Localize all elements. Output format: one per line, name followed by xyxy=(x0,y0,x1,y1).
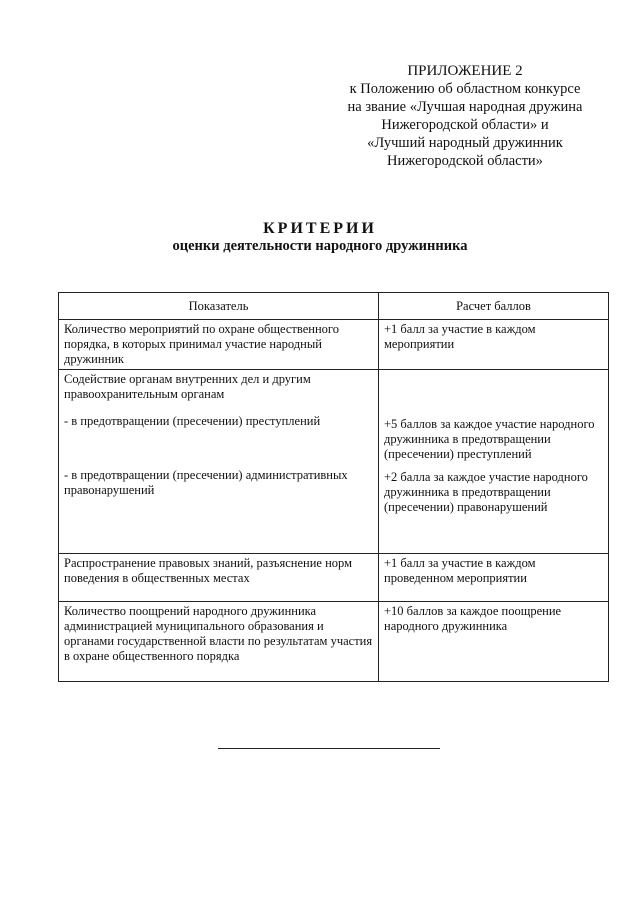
appendix-block xyxy=(320,62,610,170)
appendix-line: к Положению об областном конкурсе xyxy=(349,81,581,97)
indicator-text: Содействие органам внутренних дел и другим правоохранительным органам xyxy=(64,372,311,401)
appendix-line: на звание «Лучшая народная дружина xyxy=(347,99,583,115)
appendix-line: «Лучший народный дружинник xyxy=(367,135,563,151)
indicator-cell: Распространение правовых знаний, разъяснение норм поведения в общественных местах xyxy=(59,554,379,602)
indicator-cell: Количество мероприятий по охране общественного порядка, в которых принимал участие народный дружинник xyxy=(59,320,379,370)
header-score: Расчет баллов xyxy=(379,293,609,320)
score-cell xyxy=(379,370,609,554)
table-row xyxy=(59,602,609,682)
appendix-line: Нижегородской области» xyxy=(387,153,543,169)
sub-indicator-text: - в предотвращении (пресечении) преступлений xyxy=(64,414,321,428)
table-row xyxy=(59,370,609,554)
sub-indicator-text: - в предотвращении (пресечении) административных правонарушений xyxy=(64,468,348,497)
document-title: КРИТЕРИИ xyxy=(263,220,377,237)
criteria-table xyxy=(58,292,609,682)
indicator-cell xyxy=(59,370,379,554)
closing-divider xyxy=(218,748,440,749)
score-cell: +1 балл за участие в каждом мероприятии xyxy=(379,320,609,370)
appendix-heading: ПРИЛОЖЕНИЕ 2 xyxy=(407,63,523,79)
score-cell: +1 балл за участие в каждом проведенном мероприятии xyxy=(379,554,609,602)
sub-score-text: +5 баллов за каждое участие народного дружинника в предотвращении (пресечении) преступлений xyxy=(384,417,595,461)
header-indicator: Показатель xyxy=(59,293,379,320)
indicator-cell: Количество поощрений народного дружинника администрацией муниципального образования и органами государственной власти по результатам участия в охране общественного порядка xyxy=(59,602,379,682)
score-cell: +10 баллов за каждое поощрение народного дружинника xyxy=(379,602,609,682)
table-row xyxy=(59,554,609,602)
table-header-row xyxy=(59,293,609,320)
appendix-line: Нижегородской области» и xyxy=(381,117,549,133)
sub-score-text: +2 балла за каждое участие народного дружинника в предотвращении (пресечении) правонарушений xyxy=(384,470,588,514)
document-subtitle: оценки деятельности народного дружинника xyxy=(172,238,468,254)
table-row xyxy=(59,320,609,370)
